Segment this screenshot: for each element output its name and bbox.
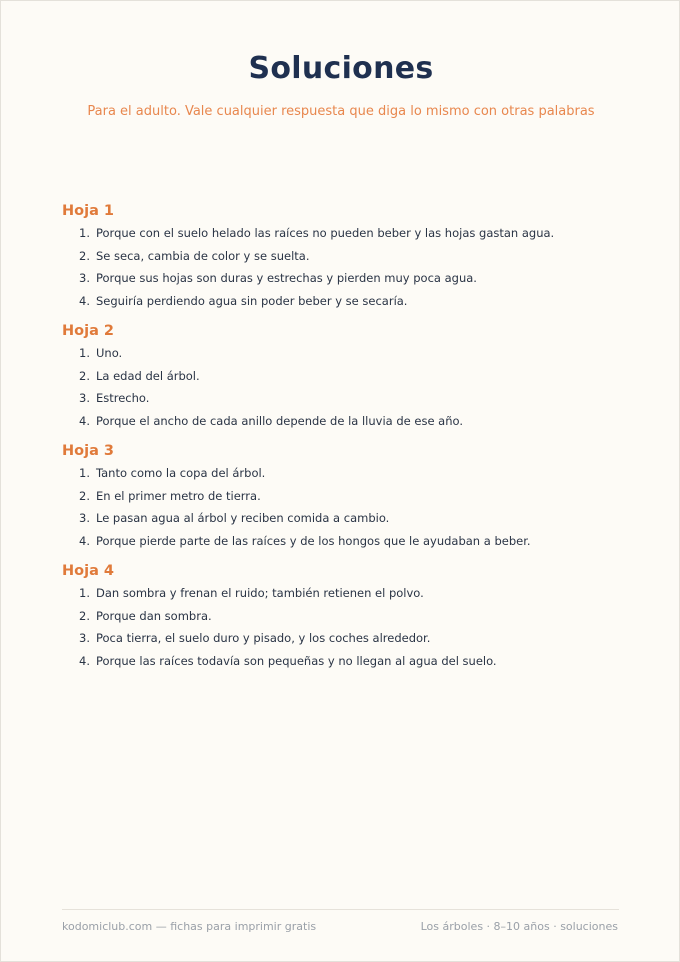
answer-list: [62, 582, 632, 672]
answer-item: [79, 267, 632, 290]
answer-item: [79, 365, 632, 388]
answer-list: [62, 222, 632, 312]
answer-list: [62, 462, 632, 552]
answer-text: Le pasan agua al árbol y reciben comida a cambio.: [95, 511, 390, 525]
answer-number: 1.: [79, 226, 90, 240]
answer-text: Porque el ancho de cada anillo depende de la lluvia de ese año.: [95, 413, 464, 428]
answer-list: [62, 342, 632, 432]
answer-number: 2.: [79, 368, 90, 383]
answer-item: [79, 222, 632, 245]
section-title: Hoja 4: [62, 563, 114, 579]
answer-text: Uno.: [95, 346, 123, 360]
page-title: Soluciones: [248, 51, 434, 86]
answer-item: [79, 245, 632, 268]
answer-item: [79, 410, 632, 433]
answer-text: Poca tierra, el suelo duro y pisado, y los coches alrededor.: [95, 631, 431, 645]
answer-text: Tanto como la copa del árbol.: [95, 466, 266, 480]
answer-number: 4.: [79, 413, 90, 428]
answers-content: [62, 201, 632, 681]
answer-number: 2.: [79, 608, 90, 623]
section-hoja-4: [62, 561, 632, 672]
answer-item: [79, 627, 632, 650]
answer-item: [79, 530, 632, 553]
answer-text: Seguiría perdiendo agua sin poder beber y se secaría.: [95, 293, 408, 308]
section-title: Hoja 2: [62, 323, 114, 339]
answer-text: Porque las raíces todavía son pequeñas y no llegan al agua del suelo.: [95, 653, 497, 668]
answer-number: 3.: [79, 511, 90, 525]
answer-text: Porque sus hojas son duras y estrechas y pierden muy poca agua.: [95, 271, 477, 285]
answer-item: [79, 650, 632, 673]
answer-text: Porque pierde parte de las raíces y de los hongos que le ayudaban a beber.: [95, 533, 531, 548]
section-hoja-3: [62, 441, 632, 552]
answer-number: 1.: [79, 586, 90, 600]
answer-number: 1.: [79, 346, 90, 360]
answer-text: Porque con el suelo helado las raíces no pueden beber y las hojas gastan agua.: [95, 226, 555, 240]
answer-item: [79, 290, 632, 313]
answer-item: [79, 342, 632, 365]
answer-text: Estrecho.: [95, 391, 150, 405]
answer-number: 1.: [79, 466, 90, 480]
answer-number: 4.: [79, 653, 90, 668]
answer-item: [79, 485, 632, 508]
answer-number: 2.: [79, 488, 90, 503]
section-hoja-1: [62, 201, 632, 312]
answer-item: [79, 507, 632, 530]
answer-text: Se seca, cambia de color y se suelta.: [95, 248, 310, 263]
answer-number: 3.: [79, 631, 90, 645]
answer-number: 4.: [79, 533, 90, 548]
answer-item: [79, 582, 632, 605]
footer-sheet-info: Los árboles · 8–10 años · soluciones: [420, 920, 618, 933]
footer-site-text: kodomiclub.com — fichas para imprimir gratis: [62, 920, 317, 933]
answer-text: Dan sombra y frenan el ruido; también retienen el polvo.: [95, 586, 424, 600]
footer-divider: [62, 909, 619, 910]
answer-number: 3.: [79, 271, 90, 285]
section-title: Hoja 3: [62, 443, 114, 459]
answer-item: [79, 605, 632, 628]
subtitle: Para el adulto. Vale cualquier respuesta que diga lo mismo con otras palabras: [87, 104, 595, 119]
answer-item: [79, 387, 632, 410]
section-hoja-2: [62, 321, 632, 432]
answer-number: 2.: [79, 248, 90, 263]
answer-text: Porque dan sombra.: [95, 608, 212, 623]
answer-text: En el primer metro de tierra.: [95, 488, 261, 503]
answer-item: [79, 462, 632, 485]
answer-text: La edad del árbol.: [95, 368, 200, 383]
answer-number: 4.: [79, 293, 90, 308]
answer-number: 3.: [79, 391, 90, 405]
section-title: Hoja 1: [62, 203, 114, 219]
